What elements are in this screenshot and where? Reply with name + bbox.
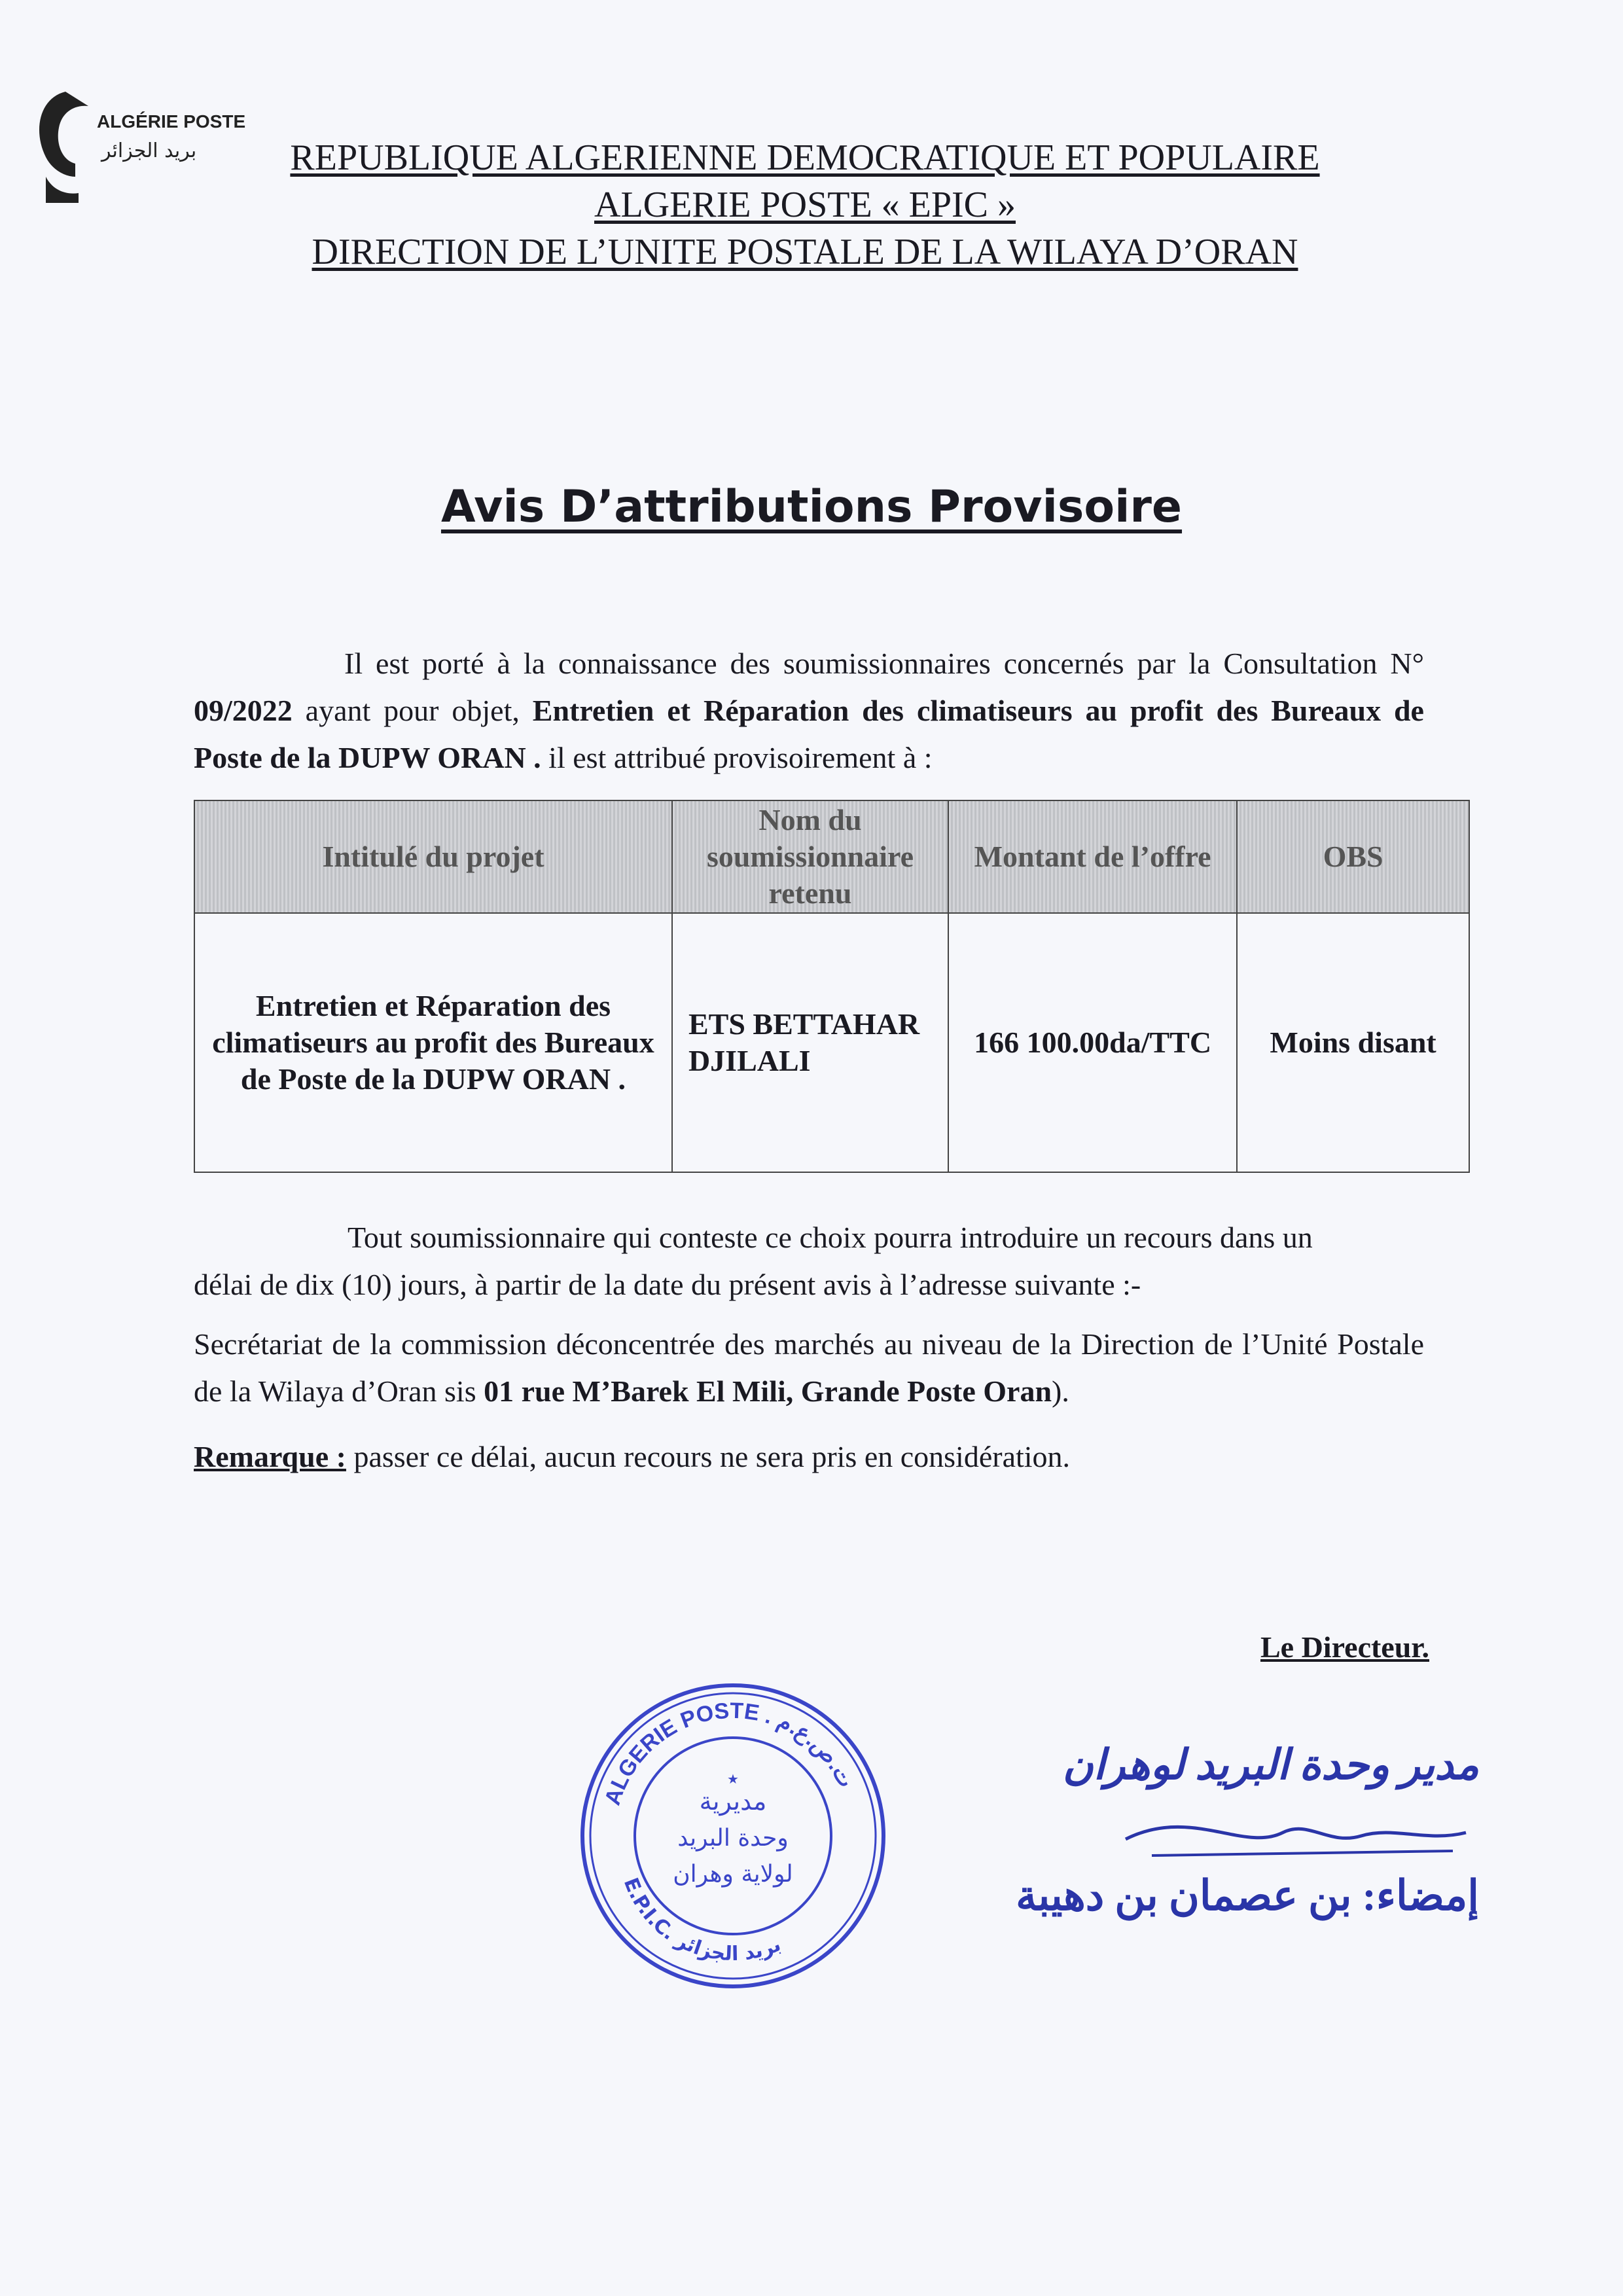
address-text-2: ). <box>1052 1374 1069 1408</box>
header-bidder: Nom du soumissionnaire retenu <box>672 800 948 913</box>
header-project: Intitulé du projet <box>194 800 672 913</box>
signature-scribble <box>1113 1793 1479 1865</box>
stamp-inner-1: مديرية <box>699 1787 767 1816</box>
stamp-outer-bottom: E.P.I.C. بريد الجزائر <box>618 1874 785 1966</box>
cell-project: Entretien et Réparation des climatiseurs au profit des Bureaux de Poste de la DUPW ORAN . <box>194 913 672 1172</box>
header-amount: Montant de l’offre <box>948 800 1237 913</box>
intro-text-2: ayant pour objet, <box>292 694 533 727</box>
header-obs: OBS <box>1237 800 1469 913</box>
address-text-1: Secrétariat de la commission déconcentrée des marchés au niveau de la Direction de l’Unité Postale de la Wilaya d’Oran sis <box>194 1327 1424 1408</box>
header-line-2: ALGERIE POSTE « EPIC » <box>594 185 1016 225</box>
table-row <box>194 913 1469 1172</box>
stamp-outer-top: ALGERIE POSTE . ت.ص.ع.م <box>599 1698 859 1808</box>
recours-line-2: délai de dix (10) jours, à partir de la date du présent avis à l’adresse suivante :- <box>194 1268 1141 1301</box>
stamp-inner-2: وحدة البريد <box>677 1825 789 1852</box>
address-street: 01 rue M’Barek El Mili, Grande Poste Oran <box>484 1374 1052 1408</box>
official-stamp <box>573 1676 893 1996</box>
cell-bidder: ETS BETTAHAR DJILALI <box>672 913 948 1172</box>
intro-paragraph <box>194 640 1424 781</box>
stamp-inner-3: لولاية وهران <box>673 1861 793 1888</box>
recours-paragraph <box>194 1214 1424 1308</box>
star-icon: ★ <box>727 1772 739 1787</box>
algerie-poste-logo <box>26 79 246 209</box>
signature-line-1: مدير وحدة البريد لوهران <box>1062 1742 1479 1788</box>
document-title: Avis D’attributions Provisoire <box>440 481 1183 533</box>
consultation-object: Entretien et Réparation des climatiseurs au profit des Bureaux de Poste de la DUPW ORAN . <box>194 694 1424 774</box>
logo-text-ar: بريد الجزائر <box>101 139 197 162</box>
recours-line-1: Tout soumissionnaire qui conteste ce choix pourra introduire un recours dans un <box>348 1221 1313 1254</box>
remarque-paragraph <box>194 1433 1424 1480</box>
cell-obs: Moins disant <box>1237 913 1469 1172</box>
intro-text-3: il est attribué provisoirement à : <box>541 741 933 774</box>
table-header-row <box>194 800 1469 913</box>
document-header <box>216 134 1394 276</box>
signatory-title: Le Directeur. <box>1260 1630 1429 1664</box>
remarque-label: Remarque : <box>194 1440 346 1473</box>
cell-amount: 166 100.00da/TTC <box>948 913 1237 1172</box>
header-line-1: REPUBLIQUE ALGERIENNE DEMOCRATIQUE ET POPULAIRE <box>290 137 1320 178</box>
intro-text-1: Il est porté à la connaissance des soumissionnaires concernés par la Consultation N° <box>344 647 1424 680</box>
remarque-text: passer ce délai, aucun recours ne sera pris en considération. <box>346 1440 1071 1473</box>
consultation-number: 09/2022 <box>194 694 293 727</box>
address-paragraph <box>194 1321 1424 1415</box>
header-line-3: DIRECTION DE L’UNITE POSTALE DE LA WILAYA D’ORAN <box>312 232 1298 272</box>
attribution-table <box>194 800 1470 1173</box>
logo-text-fr: ALGÉRIE POSTE <box>97 111 246 132</box>
signature-line-2: إمضاء: بن عصمان بن دهيبة <box>1016 1873 1479 1919</box>
svg-text:E.P.I.C. بريد الجزائر <box>619 1874 784 1965</box>
